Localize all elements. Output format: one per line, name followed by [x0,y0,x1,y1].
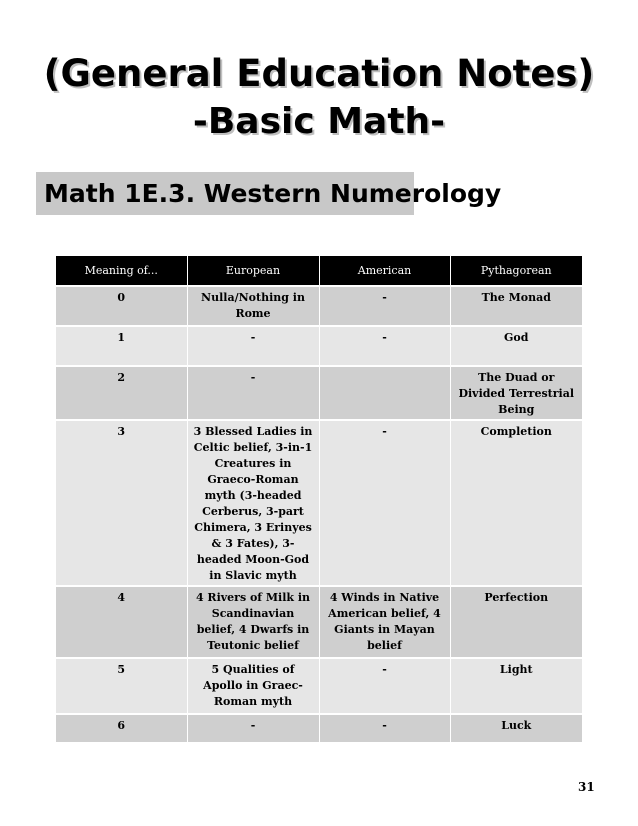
pythagorean-cell: God [450,326,582,366]
pythagorean-cell: Luck [450,714,582,742]
european-cell: 5 Qualities of Apollo in Graec-Roman myth [187,658,319,714]
number-cell: 6 [56,714,187,742]
table-row [56,658,582,714]
pythagorean-cell: Perfection [450,586,582,658]
european-cell: Nulla/Nothing in Rome [187,286,319,326]
column-header-meaning: Meaning of... [56,256,187,286]
table-row [56,366,582,420]
pythagorean-cell: Light [450,658,582,714]
number-cell: 4 [56,586,187,658]
document-title: (General Education Notes) [43,52,595,95]
pythagorean-cell: Completion [450,420,582,586]
european-cell: - [187,326,319,366]
american-cell: - [319,420,450,586]
number-cell: 0 [56,286,187,326]
page-number: 31 [578,780,595,794]
table-row [56,420,582,586]
number-cell: 2 [56,366,187,420]
section-heading: Math 1E.3. Western Numerology [36,172,414,215]
column-header-european: European [187,256,319,286]
american-cell: - [319,658,450,714]
number-cell: 3 [56,420,187,586]
american-cell: - [319,326,450,366]
american-cell [319,366,450,420]
american-cell: - [319,714,450,742]
european-cell: 3 Blessed Ladies in Celtic belief, 3-in-1 Creatures in Graeco-Roman myth (3-headed Cerberus, 3-part Chimera, 3 Erinyes & 3 Fates), 3-headed Moon-God in Slavic myth [187,420,319,586]
numerology-table [56,256,582,742]
european-cell: 4 Rivers of Milk in Scandinavian belief, 4 Dwarfs in Teutonic belief [187,586,319,658]
american-cell: - [319,286,450,326]
pythagorean-cell: The Duad or Divided Terrestrial Being [450,366,582,420]
document-subtitle: -Basic Math- [192,101,446,142]
european-cell: - [187,366,319,420]
european-cell: - [187,714,319,742]
column-header-pythagorean: Pythagorean [450,256,582,286]
column-header-american: American [319,256,450,286]
table-row [56,286,582,326]
table-row [56,586,582,658]
american-cell: 4 Winds in Native American belief, 4 Giants in Mayan belief [319,586,450,658]
number-cell: 1 [56,326,187,366]
table-row [56,326,582,366]
pythagorean-cell: The Monad [450,286,582,326]
table-header-row [56,256,582,286]
table-row [56,714,582,742]
number-cell: 5 [56,658,187,714]
